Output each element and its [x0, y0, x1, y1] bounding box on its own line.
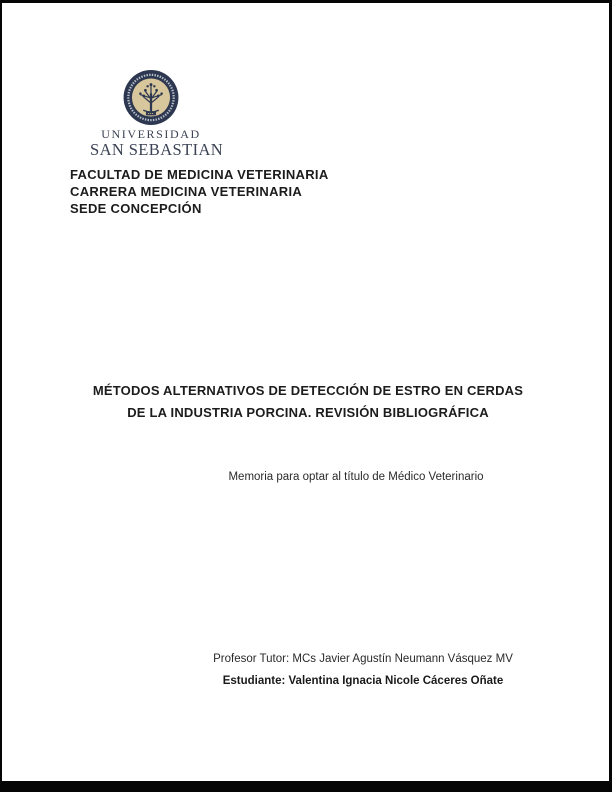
sede-line: SEDE CONCEPCIÓN [70, 201, 202, 216]
thesis-title [2, 380, 612, 424]
thesis-title-line1: MÉTODOS ALTERNATIVOS DE DETECCIÓN DE ESTRO EN CERDAS [92, 383, 524, 398]
faculty-line: FACULTAD DE MEDICINA VETERINARIA [70, 167, 329, 182]
student-line: Estudiante: Valentina Ignacia Nicole Cáceres Oñate [222, 675, 504, 687]
university-wordmark-line2: SAN SEBASTIAN [90, 140, 224, 159]
university-seal-icon [123, 69, 179, 126]
university-wordmark-line1: UNIVERSIDAD [101, 127, 201, 141]
faculty-header [70, 166, 329, 217]
tutor-line: Profesor Tutor: MCs Javier Agustín Neumann Vásquez MV [213, 653, 513, 665]
university-logo [90, 69, 224, 159]
credits [57, 648, 612, 692]
carrera-line: CARRERA MEDICINA VETERINARIA [70, 184, 303, 199]
degree-statement: Memoria para optar al título de Médico Veterinario [228, 471, 484, 483]
thesis-title-line2: DE LA INDUSTRIA PORCINA. REVISIÓN BIBLIOGRÁFICA [127, 405, 489, 420]
